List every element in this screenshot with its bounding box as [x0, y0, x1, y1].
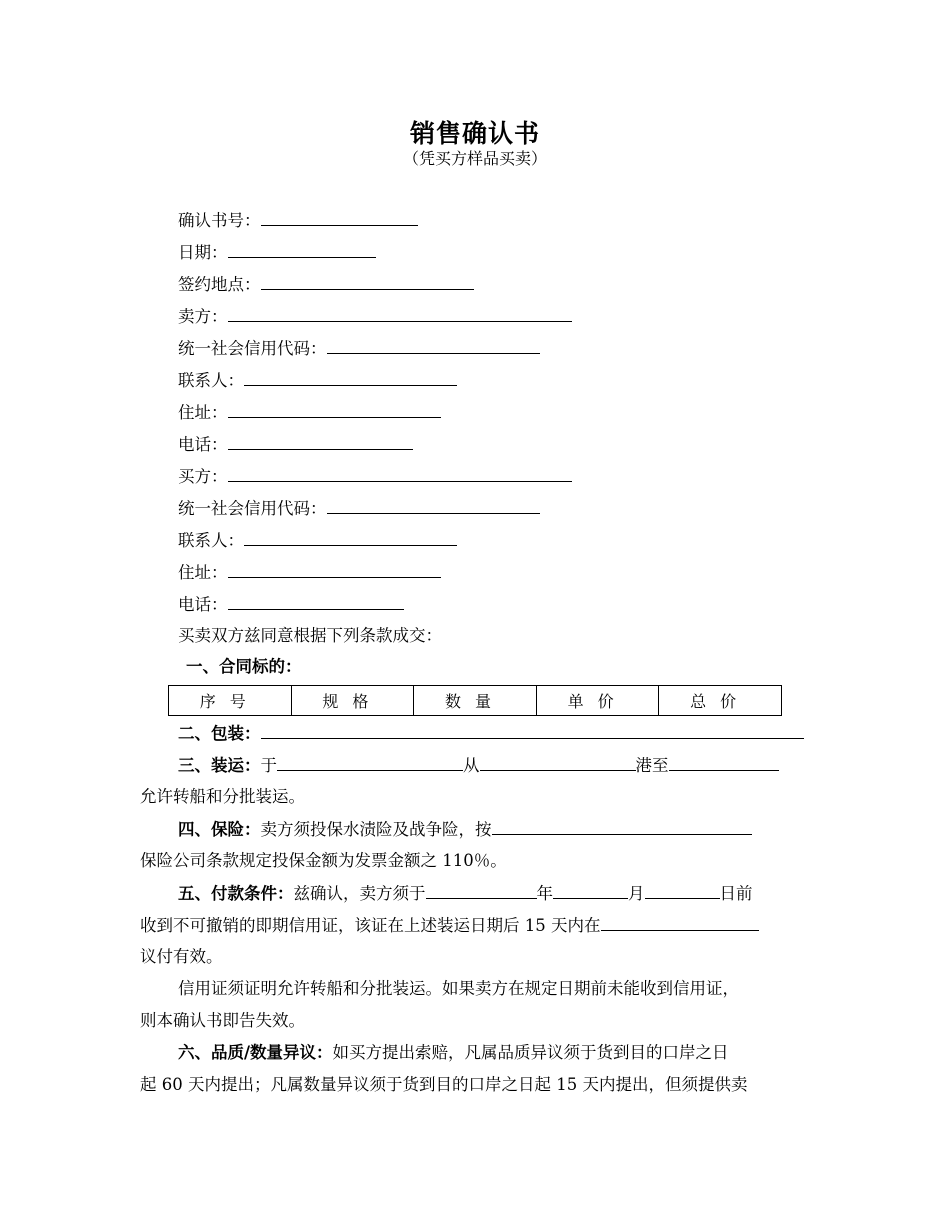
confirm-no-label: 确认书号： [178, 211, 261, 230]
seller-contact-row [178, 369, 457, 392]
buyer-blank[interactable] [228, 465, 572, 482]
lc-month-blank[interactable] [553, 882, 628, 899]
clause3-row [178, 754, 779, 777]
seller-blank[interactable] [228, 305, 572, 322]
sign-place-label: 签约地点： [178, 275, 261, 294]
date-row [178, 241, 376, 264]
clause5-text-2: 年 [536, 884, 553, 903]
clause3-heading: 三、装运： [178, 756, 261, 775]
document-title: 销售确认书 [409, 119, 540, 148]
document-subtitle: （凭买方样品买卖） [402, 149, 547, 168]
buyer-address-label: 住址： [178, 563, 228, 582]
clause4-text-1: 卖方须投保水渍险及战争险，按 [260, 820, 492, 839]
buyer-phone-blank[interactable] [228, 593, 404, 610]
sign-place-row [178, 273, 474, 296]
col-spec: 规格 [291, 686, 414, 716]
clause6-text-1: 如买方提出索赔，凡属品质异议须于货到目的口岸之日 [332, 1043, 729, 1062]
buyer-address-blank[interactable] [228, 561, 441, 578]
buyer-credit-code-label: 统一社会信用代码： [178, 499, 327, 518]
loading-port-blank[interactable] [480, 754, 636, 771]
date-blank[interactable] [228, 241, 376, 258]
buyer-contact-blank[interactable] [244, 529, 457, 546]
packing-blank[interactable] [261, 722, 804, 739]
clause3-text-3: 港至 [635, 756, 669, 775]
seller-address-label: 住址： [178, 403, 228, 422]
shipment-date-blank[interactable] [277, 754, 463, 771]
clause4-heading: 四、保险： [178, 820, 261, 839]
clause4-row [178, 818, 752, 841]
goods-table-header [169, 686, 782, 716]
clause2-row [178, 722, 804, 745]
seller-credit-code-label: 统一社会信用代码： [178, 339, 327, 358]
col-total-price: 总价 [659, 686, 782, 716]
clause3-text-2: 从 [463, 756, 480, 775]
clause5-row [178, 882, 753, 905]
goods-table [168, 685, 782, 716]
clause5-heading: 五、付款条件： [178, 884, 294, 903]
seller-label: 卖方： [178, 307, 228, 326]
clause5-para2-line2: 则本确认书即告失效。 [140, 1011, 305, 1030]
date-label: 日期： [178, 243, 228, 262]
clause5-text-4: 日前 [719, 884, 753, 903]
seller-phone-blank[interactable] [228, 433, 413, 450]
destination-port-blank[interactable] [669, 754, 779, 771]
clause5-para2-line1: 信用证须证明允许转船和分批装运。如果卖方在规定日期前未能收到信用证， [178, 979, 739, 998]
clause6-line2: 起 60 天内提出；凡属数量异议须于货到目的口岸之日起 15 天内提出，但须提供卖 [140, 1075, 748, 1094]
buyer-credit-code-blank[interactable] [327, 497, 540, 514]
seller-credit-code-row [178, 337, 540, 360]
lc-day-blank[interactable] [645, 882, 720, 899]
clause6-heading: 六、品质/数量异议： [178, 1043, 333, 1062]
clause5-text-1: 兹确认，卖方须于 [293, 884, 426, 903]
clause5-line2-row [140, 914, 759, 937]
buyer-address-row [178, 561, 441, 584]
seller-phone-label: 电话： [178, 435, 228, 454]
confirm-no-row [178, 209, 418, 232]
buyer-credit-code-row [178, 497, 540, 520]
clause5-line2: 收到不可撤销的即期信用证，该证在上述装运日期后 15 天内在 [140, 916, 601, 935]
clause3-text-1: 于 [260, 756, 277, 775]
seller-address-row [178, 401, 441, 424]
col-quantity: 数量 [414, 686, 537, 716]
clause2-heading: 二、包装： [178, 724, 261, 743]
lc-year-blank[interactable] [426, 882, 537, 899]
clause1-heading: 一、合同标的： [186, 657, 302, 676]
seller-address-blank[interactable] [228, 401, 441, 418]
seller-contact-label: 联系人： [178, 371, 244, 390]
seller-row [178, 305, 572, 328]
buyer-row [178, 465, 572, 488]
col-serial: 序号 [169, 686, 292, 716]
agreement-line: 买卖双方兹同意根据下列条款成交： [178, 626, 442, 645]
buyer-phone-label: 电话： [178, 595, 228, 614]
clause5-text-3: 月 [628, 884, 645, 903]
seller-credit-code-blank[interactable] [327, 337, 540, 354]
sign-place-blank[interactable] [261, 273, 474, 290]
buyer-phone-row [178, 593, 404, 616]
confirm-no-blank[interactable] [261, 209, 418, 226]
clause5-line3: 议付有效。 [140, 947, 223, 966]
seller-contact-blank[interactable] [244, 369, 457, 386]
insurance-company-blank[interactable] [492, 818, 752, 835]
buyer-contact-label: 联系人： [178, 531, 244, 550]
clause4-line2: 保险公司条款规定投保金额为发票金额之 110％。 [140, 851, 507, 870]
buyer-label: 买方： [178, 467, 228, 486]
negotiation-place-blank[interactable] [601, 914, 759, 931]
col-unit-price: 单价 [536, 686, 659, 716]
clause6-row [178, 1042, 729, 1064]
seller-phone-row [178, 433, 413, 456]
buyer-contact-row [178, 529, 457, 552]
clause3-line2: 允许转船和分批装运。 [140, 787, 305, 806]
